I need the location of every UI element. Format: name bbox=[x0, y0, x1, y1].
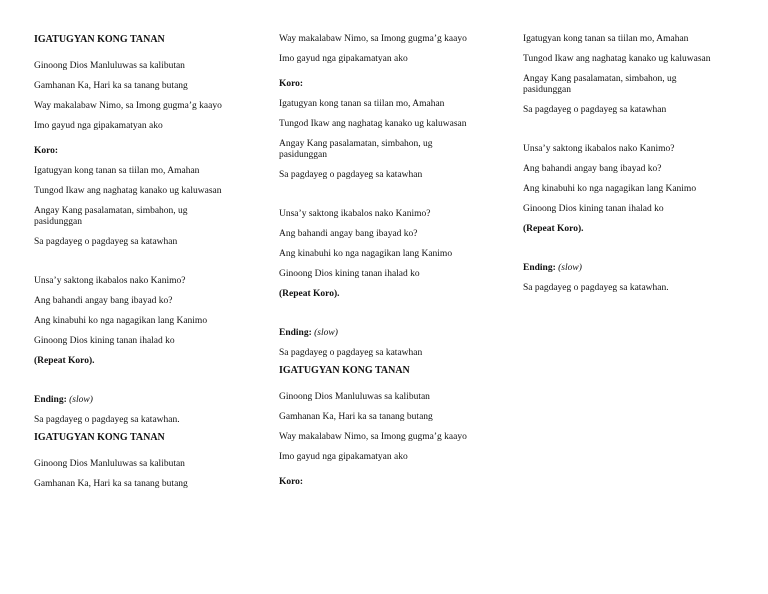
repeat-chorus-note: (Repeat Koro). bbox=[34, 356, 95, 366]
lyric-line: Ang bahandi angay bang ibayad ko? bbox=[279, 229, 418, 239]
lyric-line: Imo gayud nga gipakamatyan ako bbox=[279, 54, 408, 64]
lyric-line: Imo gayud nga gipakamatyan ako bbox=[34, 121, 163, 131]
repeat-chorus-note: (Repeat Koro). bbox=[279, 289, 340, 299]
chorus-label: Koro: bbox=[34, 146, 59, 156]
lyric-line: Angay Kang pasalamatan, simbahon, ug pasidunggan bbox=[34, 206, 188, 227]
lyric-line: Ang bahandi angay bang ibayad ko? bbox=[523, 164, 662, 174]
lyric-line: Ang kinabuhi ko nga nagagikan lang Kanimo bbox=[34, 316, 208, 326]
lyric-line: Unsa’y saktong ikabalos nako Kanimo? bbox=[523, 144, 675, 154]
ending-label: Ending: bbox=[523, 263, 556, 273]
lyric-line: Igatugyan kong tanan sa tiilan mo, Amahan bbox=[34, 166, 200, 176]
lyric-line: Ginoong Dios Manluluwas sa kalibutan bbox=[279, 392, 430, 402]
lyric-line: Ang kinabuhi ko nga nagagikan lang Kanimo bbox=[523, 184, 697, 194]
lyric-line: Angay Kang pasalamatan, simbahon, ug pasidunggan bbox=[279, 139, 433, 160]
lyric-line: Sa pagdayeg o pagdayeg sa katawhan bbox=[279, 170, 423, 180]
lyric-line: Tungod Ikaw ang naghatag kanako ug kaluwasan bbox=[523, 54, 711, 64]
lyric-line: Imo gayud nga gipakamatyan ako bbox=[279, 452, 408, 462]
ending-label: Ending: bbox=[279, 328, 312, 338]
lyric-line: Gamhanan Ka, Hari ka sa tanang butang bbox=[279, 412, 433, 422]
lyric-line: Gamhanan Ka, Hari ka sa tanang butang bbox=[34, 479, 188, 489]
lyric-line: Ginoong Dios kining tanan ihalad ko bbox=[279, 269, 420, 279]
lyric-line: Sa pagdayeg o pagdayeg sa katawhan bbox=[279, 348, 423, 358]
ending-tempo-note: (slow) bbox=[558, 263, 582, 273]
chorus-label: Koro: bbox=[279, 477, 304, 487]
lyric-line: Sa pagdayeg o pagdayeg sa katawhan. bbox=[34, 415, 180, 425]
lyric-line: Ang bahandi angay bang ibayad ko? bbox=[34, 296, 173, 306]
lyrics-column-2 bbox=[279, 34, 479, 497]
lyric-line: Ginoong Dios kining tanan ihalad ko bbox=[523, 204, 664, 214]
lyric-line: Way makalabaw Nimo, sa Imong gugma’g kaayo bbox=[279, 34, 467, 44]
ending-heading bbox=[523, 263, 723, 274]
lyrics-column-3 bbox=[523, 34, 723, 303]
lyric-line: Sa pagdayeg o pagdayeg sa katawhan bbox=[523, 105, 667, 115]
lyrics-column-1 bbox=[34, 34, 234, 499]
lyric-line: Angay Kang pasalamatan, simbahon, ug pasidunggan bbox=[523, 74, 677, 95]
lyric-line: Ginoong Dios kining tanan ihalad ko bbox=[34, 336, 175, 346]
ending-heading bbox=[279, 328, 479, 339]
lyric-line: Way makalabaw Nimo, sa Imong gugma’g kaayo bbox=[279, 432, 467, 442]
lyric-line: Sa pagdayeg o pagdayeg sa katawhan. bbox=[523, 283, 669, 293]
lyric-line: Ang kinabuhi ko nga nagagikan lang Kanimo bbox=[279, 249, 453, 259]
lyric-line: Tungod Ikaw ang naghatag kanako ug kaluwasan bbox=[279, 119, 467, 129]
ending-label: Ending: bbox=[34, 395, 67, 405]
lyric-line: Gamhanan Ka, Hari ka sa tanang butang bbox=[34, 81, 188, 91]
song-title: IGATUGYAN KONG TANAN bbox=[279, 365, 410, 376]
lyric-line: Igatugyan kong tanan sa tiilan mo, Amahan bbox=[279, 99, 445, 109]
lyric-line: Unsa’y saktong ikabalos nako Kanimo? bbox=[34, 276, 186, 286]
lyric-line: Ginoong Dios Manluluwas sa kalibutan bbox=[34, 459, 185, 469]
song-title: IGATUGYAN KONG TANAN bbox=[34, 34, 165, 45]
ending-tempo-note: (slow) bbox=[314, 328, 338, 338]
lyric-line: Sa pagdayeg o pagdayeg sa katawhan bbox=[34, 237, 178, 247]
lyric-line: Tungod Ikaw ang naghatag kanako ug kaluwasan bbox=[34, 186, 222, 196]
ending-heading bbox=[34, 395, 234, 406]
lyric-line: Igatugyan kong tanan sa tiilan mo, Amahan bbox=[523, 34, 689, 44]
ending-tempo-note: (slow) bbox=[69, 395, 93, 405]
lyric-line: Ginoong Dios Manluluwas sa kalibutan bbox=[34, 61, 185, 71]
lyric-line: Unsa’y saktong ikabalos nako Kanimo? bbox=[279, 209, 431, 219]
chorus-label: Koro: bbox=[279, 79, 304, 89]
lyric-line: Way makalabaw Nimo, sa Imong gugma’g kaayo bbox=[34, 101, 222, 111]
song-title: IGATUGYAN KONG TANAN bbox=[34, 432, 165, 443]
repeat-chorus-note: (Repeat Koro). bbox=[523, 224, 584, 234]
